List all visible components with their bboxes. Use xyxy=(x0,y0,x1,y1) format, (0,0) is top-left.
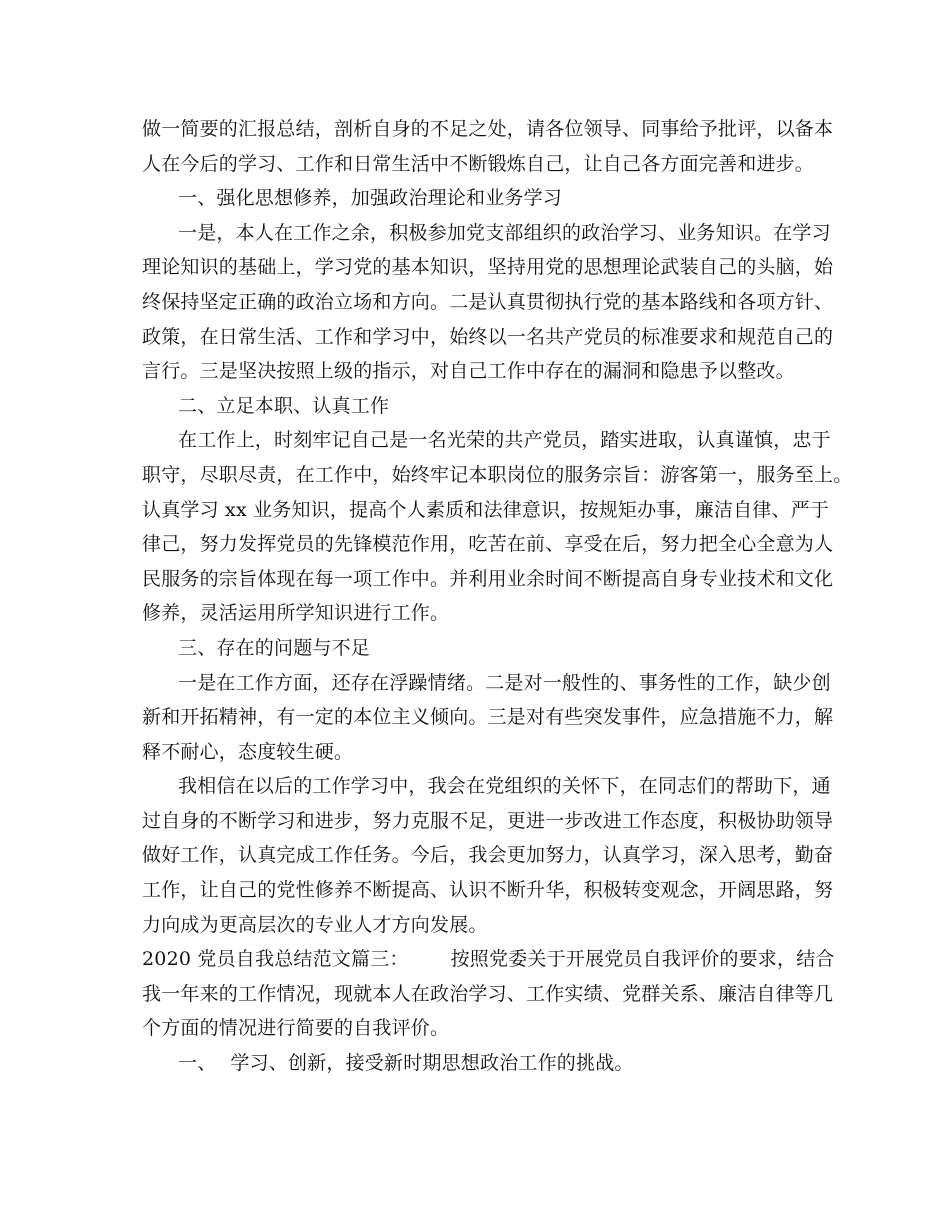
paragraph-line: 律己，努力发挥党员的先锋模范作用，吃苦在前、享受在后，努力把全心全意为人 xyxy=(142,533,834,556)
paragraph-line: 一是在工作方面，还存在浮躁情绪。二是对一般性的、事务性的工作，缺少创 xyxy=(178,671,831,694)
paragraph-line: 释不耐心，态度较生硬。 xyxy=(142,740,354,763)
paragraph-line: 职守，尽职尽责，在工作中，始终牢记本职岗位的服务宗旨：游客第一，服务至上。 xyxy=(142,463,853,486)
paragraph-line: 修养，灵活运用所学知识进行工作。 xyxy=(142,602,450,625)
paragraph-line: 做好工作，认真完成工作任务。今后，我会更加努力，认真学习，深入思考，勤奋 xyxy=(142,844,834,867)
paragraph-line: 一是，本人在工作之余，积极参加党支部组织的政治学习、业务知识。在学习 xyxy=(178,221,831,244)
section-heading: 三、存在的问题与不足 xyxy=(178,636,371,659)
paragraph-line: 个方面的情况进行简要的自我评价。 xyxy=(142,1017,450,1040)
paragraph-line: 工作，让自己的党性修养不断提高、认识不断升华，积极转变观念，开阔思路，努 xyxy=(142,879,834,902)
paragraph-line: 政策，在日常生活、工作和学习中，始终以一名共产党员的标准要求和规范自己的 xyxy=(142,325,834,348)
paragraph-line: 民服务的宗旨体现在每一项工作中。并利用业余时间不断提高自身专业技术和文化 xyxy=(142,567,834,590)
section-heading: 二、立足本职、认真工作 xyxy=(178,394,390,417)
paragraph-line: 认真学习 xx 业务知识，提高个人素质和法律意识，按规矩办事，廉洁自律、严于 xyxy=(142,498,830,521)
paragraph-line: 终保持坚定正确的政治立场和方向。二是认真贯彻执行党的基本路线和各项方针、 xyxy=(142,290,834,313)
paragraph-line: 言行。三是坚决按照上级的指示，对自己工作中存在的漏洞和隐患予以整改。 xyxy=(142,360,795,383)
paragraph-line: 过自身的不断学习和进步，努力克服不足，更进一步改进工作态度，积极协助领导 xyxy=(142,809,834,832)
paragraph-line: 做一简要的汇报总结，剖析自身的不足之处，请各位领导、同事给予批评，以备本 xyxy=(142,118,834,140)
paragraph-line: 我一年来的工作情况，现就本人在政治学习、工作实绩、党群关系、廉洁自律等几 xyxy=(142,982,834,1005)
paragraph-line: 在工作上，时刻牢记自己是一名光荣的共产党员，踏实进取，认真谨慎，忠于 xyxy=(178,429,831,452)
section-number: 一、 xyxy=(178,1052,217,1075)
paragraph-line: 人在今后的学习、工作和日常生活中不断锻炼自己，让自己各方面完善和进步。 xyxy=(142,152,815,175)
section-heading: 一、强化思想修养，加强政治理论和业务学习 xyxy=(178,187,563,210)
section-heading: 学习、创新，接受新时期思想政治工作的挑战。 xyxy=(230,1052,634,1075)
document-body xyxy=(142,112,853,1081)
paragraph-line: 理论知识的基础上，学习党的基本知识，坚持用党的思想理论武装自己的头脑，始 xyxy=(142,256,834,279)
article-title-line xyxy=(142,942,835,977)
paragraph-line: 新和开拓精神，有一定的本位主义倾向。三是对有些突发事件，应急措施不力，解 xyxy=(142,706,834,729)
paragraph-line: 按照党委关于开展党员自我评价的要求，结合 xyxy=(450,948,835,971)
section-heading-line xyxy=(142,1046,822,1081)
article-title: 2020 党员自我总结范文篇三： xyxy=(142,948,409,971)
paragraph-line: 力向成为更高层次的专业人才方向发展。 xyxy=(142,913,488,936)
paragraph-line: 我相信在以后的工作学习中，我会在党组织的关怀下，在同志们的帮助下，通 xyxy=(178,775,831,798)
